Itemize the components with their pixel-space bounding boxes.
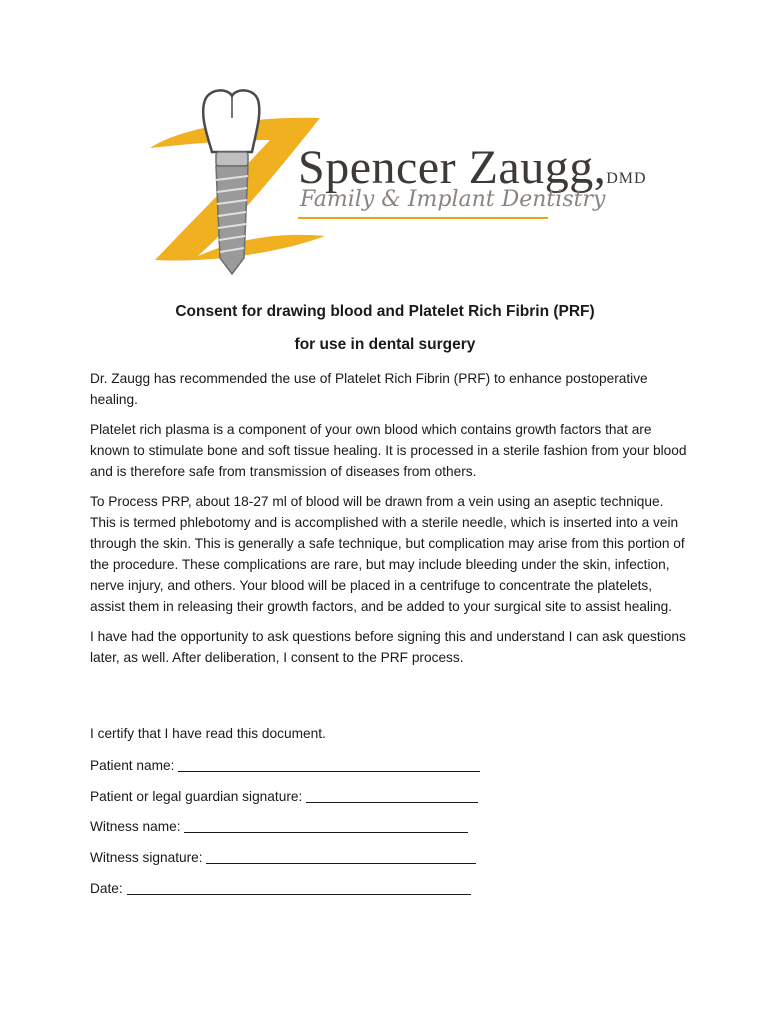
date-field[interactable] [127,880,471,895]
witness-name-row [90,818,690,849]
consent-body [90,368,690,677]
patient-name-label: Patient name: [90,757,175,773]
guardian-signature-label: Patient or legal guardian signature: [90,788,303,804]
logo-name-text: Spencer Zaugg, [298,141,607,194]
date-row [90,880,690,911]
witness-signature-label: Witness signature: [90,850,203,866]
paragraph-consent: I have had the opportunity to ask questions before signing this and understand I can ask questions later, as well. After deliberation, I consent to the PRF process. [90,629,686,665]
paragraph-prp-description: Platelet rich plasma is a component of your own blood which contains growth factors that are known to stimulate bone and soft tissue healing. It is processed in a sterile fashion from your blood and is therefore safe from transmission of diseases from others. [90,422,687,479]
logo-underline [298,217,548,219]
document-title: Consent for drawing blood and Platelet Rich Fibrin (PRF) [175,303,595,320]
patient-name-row [90,757,690,788]
guardian-signature-field[interactable] [306,788,478,803]
paragraph-procedure: To Process PRP, about 18-27 ml of blood will be drawn from a vein using an aseptic technique. This is termed phlebotomy and is accomplished with a sterile needle, which is inserted into a vein through the skin. This is generally a safe technique, but complication may arise from this portion of the procedure. These complications are rare, but may include bleeding under the skin, infection, nerve injury, and others. Your blood will be placed in a centrifuge to concentrate the platelets, assist them in releasing their growth factors, and be added to your surgical site to assist healing. [90,494,685,614]
logo-credential: DMD [606,170,647,187]
paragraph-recommendation: Dr. Zaugg has recommended the use of Platelet Rich Fibrin (PRF) to enhance postoperative healing. [90,371,648,407]
witness-signature-field[interactable] [206,849,476,864]
witness-name-label: Witness name: [90,819,181,835]
document-subtitle: for use in dental surgery [294,336,476,353]
witness-signature-row [90,849,690,880]
patient-name-field[interactable] [178,757,480,772]
date-label: Date: [90,880,123,896]
certify-statement: I certify that I have read this document. [90,726,326,741]
guardian-signature-row [90,788,690,819]
practice-logo [150,88,647,288]
signature-section [90,726,690,911]
witness-name-field[interactable] [184,818,468,833]
logo-tagline: Family & Implant Dentistry [300,187,606,212]
